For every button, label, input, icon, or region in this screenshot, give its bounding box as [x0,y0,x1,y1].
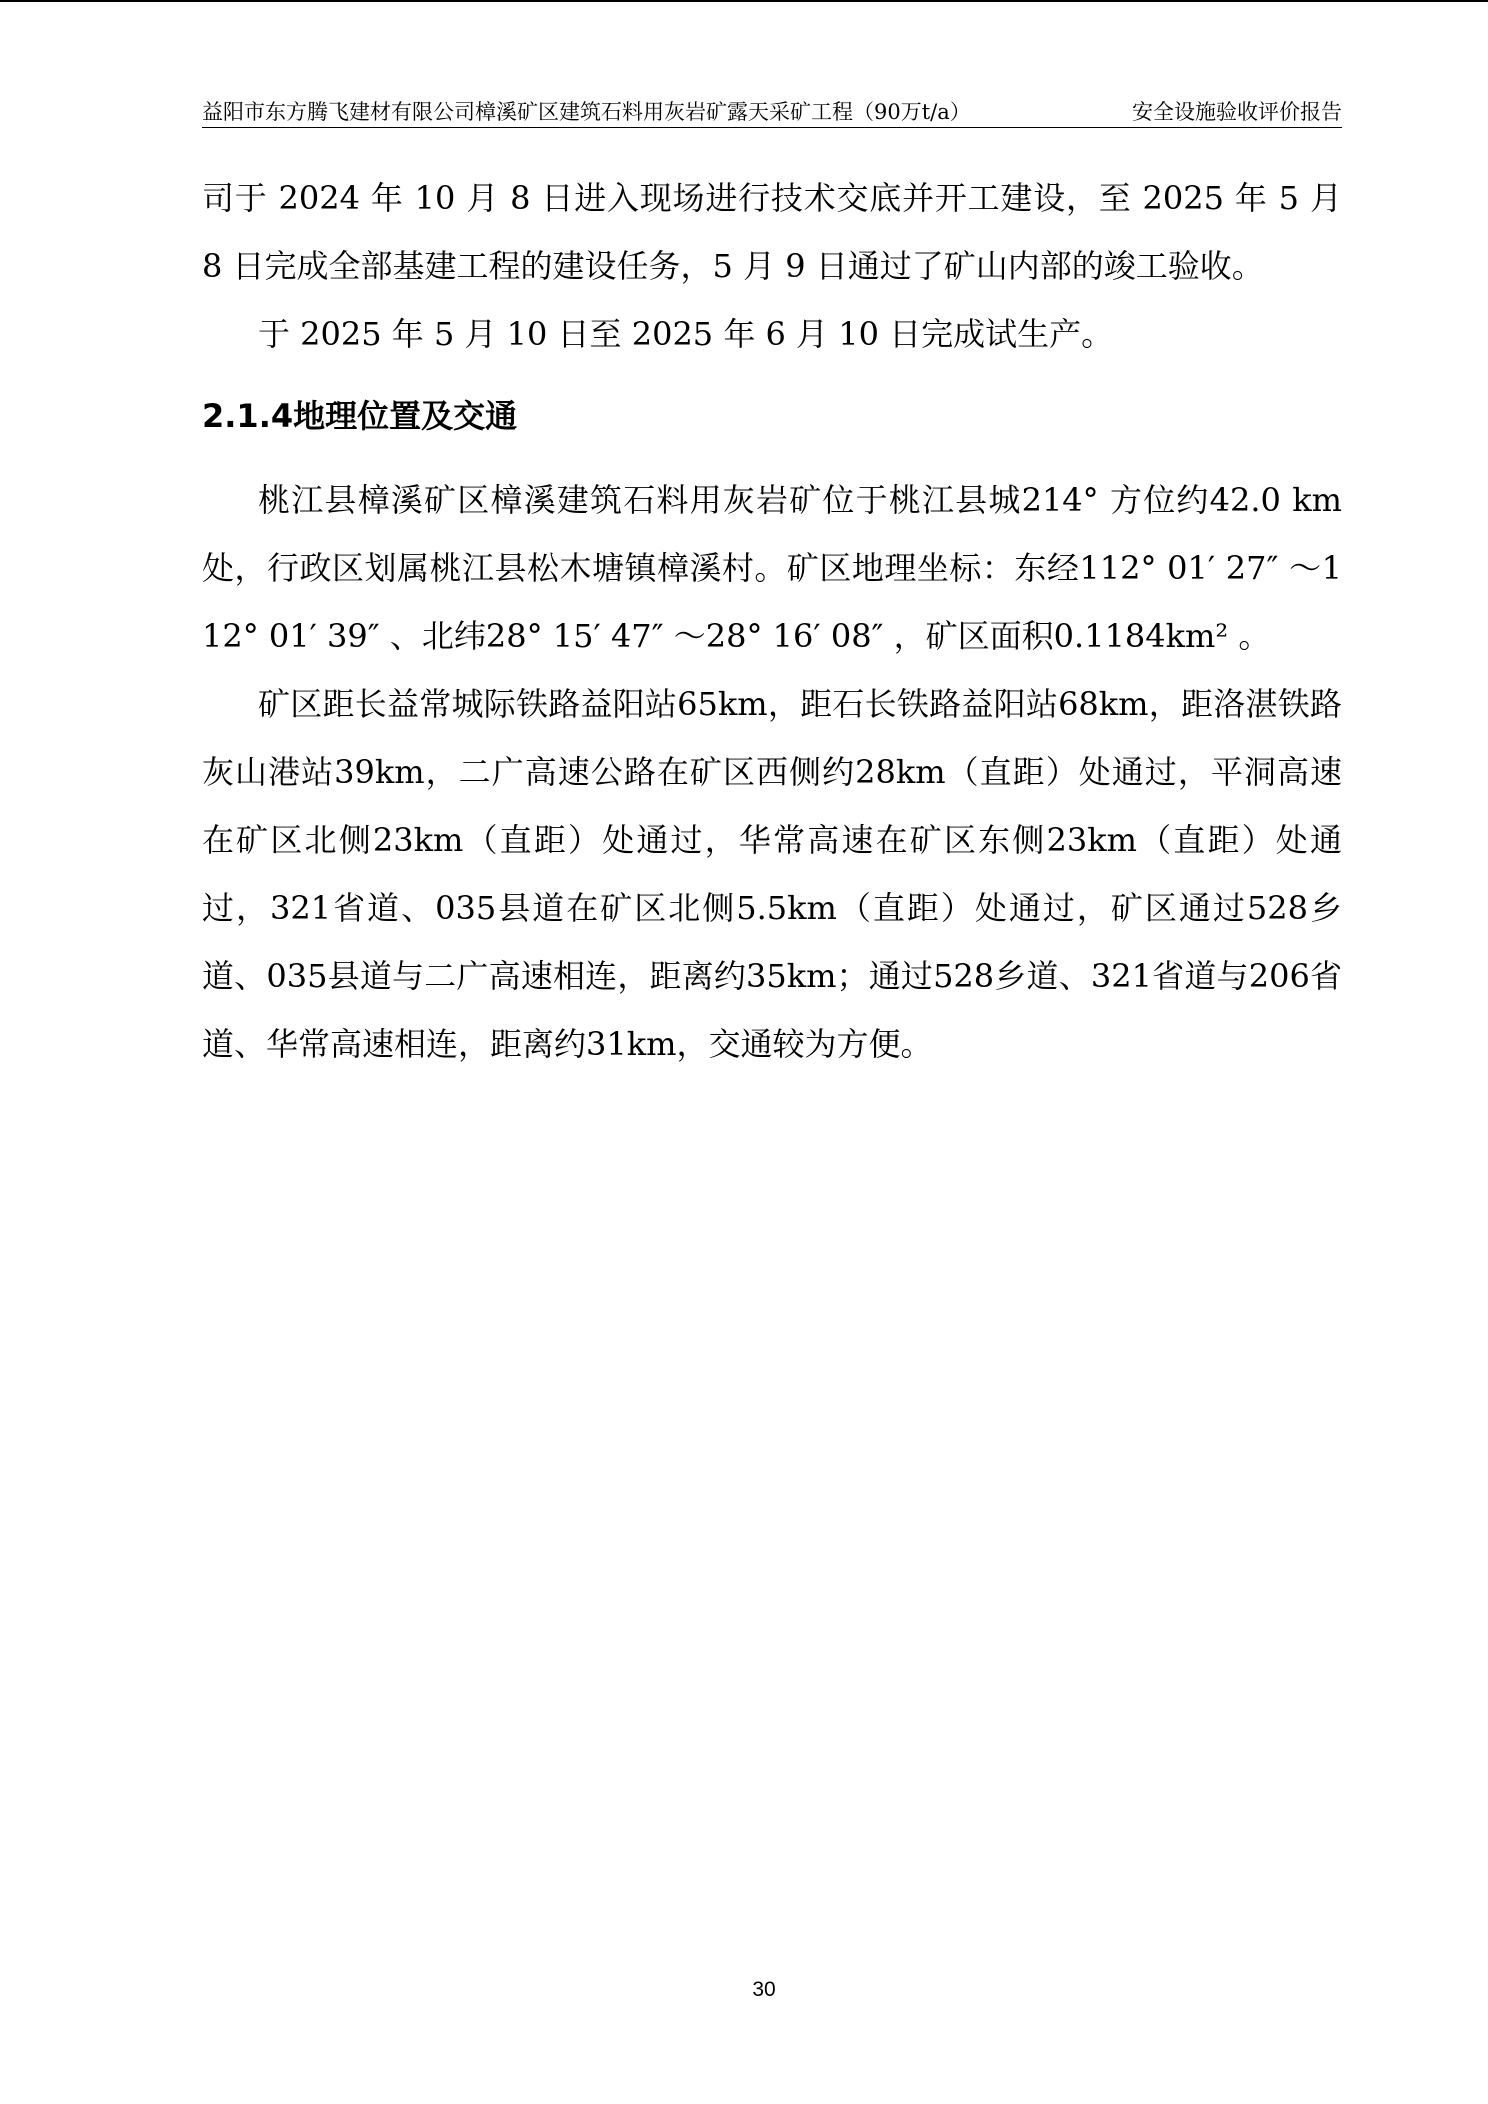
page-header [202,96,1342,128]
paragraph-location: 桃江县樟溪矿区樟溪建筑石料用灰岩矿位于桃江县城214° 方位约42.0 km 处，行政区划属桃江县松木塘镇樟溪村。矿区地理坐标：东经112° 01′ 27″ ～112° 01′ 39″ 、北纬28° 15′ 47″ ～28° 16′ 08″ ，矿区面积0.1184km² 。 [202,481,1342,655]
header-divider [202,127,1342,128]
paragraph-trial-production: 于 2025 年 5 月 10 日至 2025 年 6 月 10 日完成试生产。 [258,315,1114,353]
paragraph-construction-timeline: 司于 2024 年 10 月 8 日进入现场进行技术交底并开工建设，至 2025 年 5 月 8 日完成全部基建工程的建设任务，5 月 9 日通过了矿山内部的竣工验收。 [202,179,1342,285]
page-body [202,164,1342,1078]
header-document-title: 益阳市东方腾飞建材有限公司樟溪矿区建筑石料用灰岩矿露天采矿工程（90万t/a） [202,100,971,124]
paragraph-transportation: 矿区距长益常城际铁路益阳站65km，距石长铁路益阳站68km，距洛湛铁路灰山港站39km，二广高速公路在矿区西侧约28km（直距）处通过，平洞高速在矿区北侧23km（直距）处通过，华常高速在矿区东侧23km（直距）处通过，321省道、035县道在矿区北侧5.5km（直距）处通过，矿区通过528乡道、035县道与二广高速相连，距离约35km；通过528乡道、321省道与206省道、华常高速相连，距离约31km，交通较为方便。 [202,685,1342,1063]
section-heading: 2.1.4地理位置及交通 [202,397,518,435]
page-top-edge [0,0,1488,2]
page-number: 30 [752,1978,776,2001]
header-report-type: 安全设施验收评价报告 [1132,100,1342,124]
